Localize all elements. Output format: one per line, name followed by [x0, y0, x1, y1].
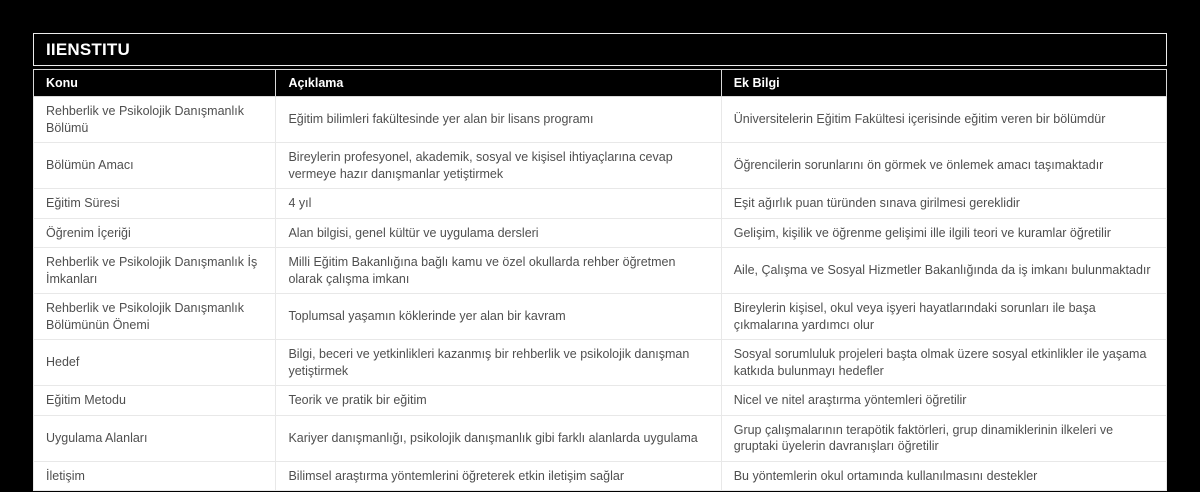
- cell-ek-bilgi: Eşit ağırlık puan türünden sınava girilmesi gereklidir: [721, 189, 1166, 219]
- cell-konu: Hedef: [34, 340, 276, 386]
- table-row: [34, 218, 1167, 248]
- table-row: [34, 461, 1167, 491]
- column-header-aciklama: Açıklama: [276, 70, 721, 97]
- table-header-row: [34, 70, 1167, 97]
- cell-ek-bilgi: Nicel ve nitel araştırma yöntemleri öğretilir: [721, 386, 1166, 416]
- cell-konu: Rehberlik ve Psikolojik Danışmanlık İş İmkanları: [34, 248, 276, 294]
- cell-aciklama: Teorik ve pratik bir eğitim: [276, 386, 721, 416]
- info-table-container: [33, 33, 1167, 491]
- table-row: [34, 340, 1167, 386]
- cell-aciklama: Bilgi, beceri ve yetkinlikleri kazanmış bir rehberlik ve psikolojik danışman yetiştirmek: [276, 340, 721, 386]
- cell-aciklama: Bireylerin profesyonel, akademik, sosyal ve kişisel ihtiyaçlarına cevap vermeye hazır danışmanlar yetiştirmek: [276, 143, 721, 189]
- cell-aciklama: Alan bilgisi, genel kültür ve uygulama dersleri: [276, 218, 721, 248]
- cell-aciklama: Milli Eğitim Bakanlığına bağlı kamu ve özel okullarda rehber öğretmen olarak çalışma imkanı: [276, 248, 721, 294]
- cell-ek-bilgi: Öğrencilerin sorunlarını ön görmek ve önlemek amacı taşımaktadır: [721, 143, 1166, 189]
- table-row: [34, 189, 1167, 219]
- cell-ek-bilgi: Bu yöntemlerin okul ortamında kullanılmasını destekler: [721, 461, 1166, 491]
- cell-aciklama: Toplumsal yaşamın köklerinde yer alan bir kavram: [276, 294, 721, 340]
- column-header-konu: Konu: [34, 70, 276, 97]
- table-row: [34, 386, 1167, 416]
- cell-konu: Rehberlik ve Psikolojik Danışmanlık Bölümü: [34, 97, 276, 143]
- table-row: [34, 415, 1167, 461]
- info-table: [33, 69, 1167, 491]
- cell-konu: Rehberlik ve Psikolojik Danışmanlık Bölümünün Önemi: [34, 294, 276, 340]
- table-row: [34, 143, 1167, 189]
- cell-aciklama: Eğitim bilimleri fakültesinde yer alan bir lisans programı: [276, 97, 721, 143]
- column-header-ek-bilgi: Ek Bilgi: [721, 70, 1166, 97]
- table-row: [34, 97, 1167, 143]
- cell-ek-bilgi: Bireylerin kişisel, okul veya işyeri hayatlarındaki sorunları ile başa çıkmalarına yardımcı olur: [721, 294, 1166, 340]
- cell-konu: Uygulama Alanları: [34, 415, 276, 461]
- table-row: [34, 294, 1167, 340]
- cell-ek-bilgi: Sosyal sorumluluk projeleri başta olmak üzere sosyal etkinlikler ile yaşama katkıda bulunmayı hedefler: [721, 340, 1166, 386]
- cell-ek-bilgi: Gelişim, kişilik ve öğrenme gelişimi ille ilgili teori ve kuramlar öğretilir: [721, 218, 1166, 248]
- cell-konu: Bölümün Amacı: [34, 143, 276, 189]
- cell-aciklama: 4 yıl: [276, 189, 721, 219]
- table-title: IIENSTITU: [33, 33, 1167, 66]
- cell-ek-bilgi: Grup çalışmalarının terapötik faktörleri, grup dinamiklerinin ilkeleri ve gruptaki üyelerin davranışları öğretilir: [721, 415, 1166, 461]
- cell-konu: İletişim: [34, 461, 276, 491]
- table-row: [34, 248, 1167, 294]
- cell-konu: Eğitim Metodu: [34, 386, 276, 416]
- cell-ek-bilgi: Aile, Çalışma ve Sosyal Hizmetler Bakanlığında da iş imkanı bulunmaktadır: [721, 248, 1166, 294]
- cell-konu: Eğitim Süresi: [34, 189, 276, 219]
- cell-konu: Öğrenim İçeriği: [34, 218, 276, 248]
- cell-ek-bilgi: Üniversitelerin Eğitim Fakültesi içerisinde eğitim veren bir bölümdür: [721, 97, 1166, 143]
- cell-aciklama: Bilimsel araştırma yöntemlerini öğreterek etkin iletişim sağlar: [276, 461, 721, 491]
- cell-aciklama: Kariyer danışmanlığı, psikolojik danışmanlık gibi farklı alanlarda uygulama: [276, 415, 721, 461]
